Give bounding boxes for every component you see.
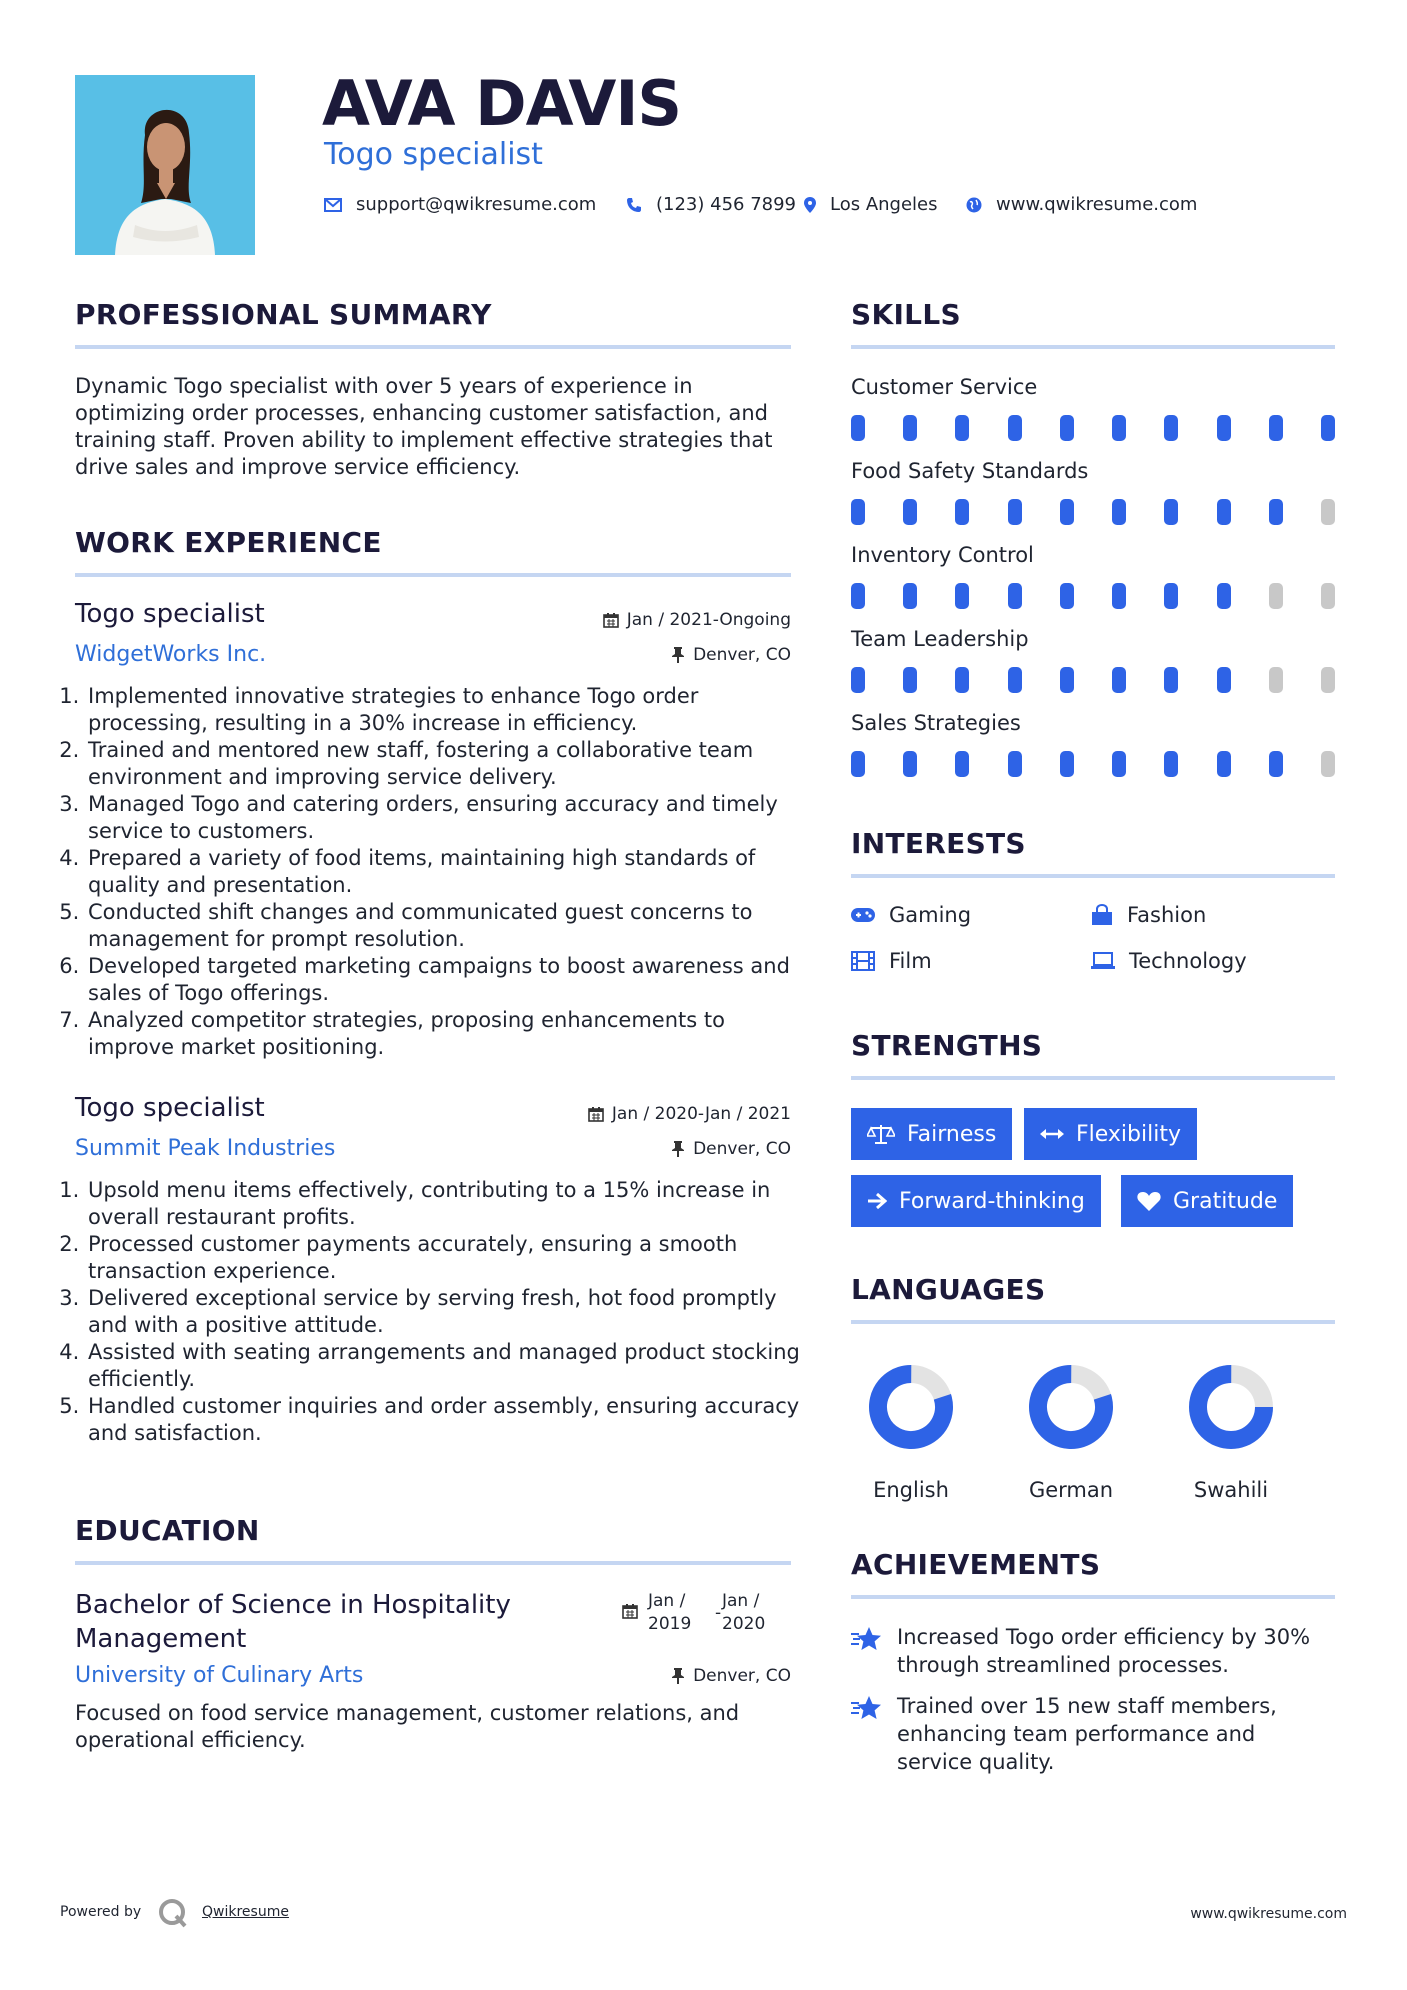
skill-level-pill <box>1112 499 1126 525</box>
footer-website-link[interactable]: www.qwikresume.com <box>1190 1906 1347 1922</box>
list-item: 6. Developed targeted marketing campaigns to boost awareness and sales of Togo offerings. <box>86 953 808 1007</box>
education-divider <box>75 1561 791 1565</box>
job-bullets <box>68 1177 808 1447</box>
languages-heading: LANGUAGES <box>851 1273 1046 1306</box>
skill-level-pill <box>1269 583 1283 609</box>
skill-level-pill <box>1269 667 1283 693</box>
skill-level-pill <box>1164 667 1178 693</box>
job-location <box>671 645 791 665</box>
skill-level-pill <box>851 499 865 525</box>
interest-item-fashion <box>1091 903 1206 927</box>
languages-divider <box>851 1320 1335 1324</box>
strength-tag-flexibility <box>1024 1108 1197 1160</box>
skill-level-meter <box>851 415 1335 441</box>
job-company: Summit Peak Industries <box>75 1136 336 1161</box>
job-location <box>671 1139 791 1159</box>
list-item: 5. Conducted shift changes and communicated guest concerns to management for prompt resolution. <box>86 899 808 953</box>
experience-heading: WORK EXPERIENCE <box>75 526 382 559</box>
skill-level-pill <box>903 583 917 609</box>
skill-level-pill <box>955 751 969 777</box>
globe-icon <box>966 197 982 213</box>
qwikresume-logo-icon <box>158 1898 188 1932</box>
list-item: 1. Upsold menu items effectively, contributing to a 15% increase in overall restaurant profits. <box>86 1177 808 1231</box>
skill-level-pill <box>1112 667 1126 693</box>
interest-item-gaming <box>851 903 971 927</box>
education-heading: EDUCATION <box>75 1514 260 1547</box>
calendar-icon <box>622 1603 638 1623</box>
skill-level-pill <box>1008 415 1022 441</box>
interest-item-film <box>851 949 932 973</box>
interest-label: Fashion <box>1127 903 1207 927</box>
list-item: 4. Assisted with seating arrangements and managed product stocking efficiently. <box>86 1339 808 1393</box>
skills-heading: SKILLS <box>851 298 961 331</box>
skill-row <box>851 375 1335 459</box>
contact-location <box>804 194 938 215</box>
job-company: WidgetWorks Inc. <box>75 642 267 667</box>
skill-level-pill <box>1060 499 1074 525</box>
languages-list <box>846 1362 1326 1502</box>
job-dates <box>603 610 791 630</box>
skill-level-pill <box>903 415 917 441</box>
contact-phone[interactable] <box>626 194 796 215</box>
achievements-divider <box>851 1595 1335 1599</box>
language-label: English <box>873 1478 949 1502</box>
skill-level-pill <box>1217 499 1231 525</box>
skill-level-pill <box>851 667 865 693</box>
pushpin-icon <box>671 1141 685 1157</box>
education-school: University of Culinary Arts <box>75 1663 364 1688</box>
map-pin-icon <box>804 197 816 213</box>
skill-level-pill <box>851 583 865 609</box>
skill-level-pill <box>1008 583 1022 609</box>
skill-level-pill <box>955 667 969 693</box>
achievement-item <box>851 1692 1335 1776</box>
skill-row <box>851 543 1335 627</box>
skill-level-pill <box>1008 751 1022 777</box>
language-label: German <box>1028 1478 1114 1502</box>
job-dates-text: Jan / 2020-Jan / 2021 <box>611 1104 791 1124</box>
skill-level-pill <box>903 667 917 693</box>
experience-divider <box>75 573 791 577</box>
skill-level-pill <box>1008 667 1022 693</box>
skill-level-meter <box>851 667 1335 693</box>
candidate-role: Togo specialist <box>324 137 543 172</box>
language-donut <box>1166 1362 1296 1452</box>
skill-level-pill <box>955 415 969 441</box>
skill-level-pill <box>1164 415 1178 441</box>
skill-label: Team Leadership <box>851 627 1029 651</box>
skill-level-pill <box>955 583 969 609</box>
envelope-icon <box>324 198 342 212</box>
skill-level-pill <box>1164 751 1178 777</box>
skill-level-pill <box>1008 499 1022 525</box>
education-degree: Bachelor of Science in Hospitality Management <box>75 1590 511 1654</box>
skill-level-pill <box>1321 415 1335 441</box>
strength-tag-gratitude <box>1121 1175 1293 1227</box>
skill-level-pill <box>1321 499 1335 525</box>
skill-level-pill <box>1164 583 1178 609</box>
job-dates-text: Jan / 2021-Ongoing <box>626 610 791 630</box>
skill-level-pill <box>903 751 917 777</box>
education-description: Focused on food service management, customer relations, and operational efficiency. <box>75 1701 740 1752</box>
list-item: 1. Implemented innovative strategies to enhance Togo order processing, resulting in a 30% increase in efficiency. <box>86 683 808 737</box>
balance-scale-icon <box>867 1123 895 1145</box>
skill-level-pill <box>851 751 865 777</box>
list-item: 3. Delivered exceptional service by serving fresh, hot food promptly and with a positive attitude. <box>86 1285 808 1339</box>
achievement-text: Trained over 15 new staff members, enhancing team performance and service quality. <box>897 1694 1277 1774</box>
skill-level-pill <box>1112 415 1126 441</box>
list-item: 2. Processed customer payments accurately, ensuring a smooth transaction experience. <box>86 1231 808 1285</box>
skill-label: Food Safety Standards <box>851 459 1089 483</box>
language-item <box>1006 1362 1136 1502</box>
strengths-heading: STRENGTHS <box>851 1029 1043 1062</box>
calendar-icon <box>588 1106 604 1122</box>
achievement-item <box>851 1623 1335 1679</box>
summary-heading: PROFESSIONAL SUMMARY <box>75 298 492 331</box>
phone-icon <box>626 197 642 213</box>
skill-level-pill <box>903 499 917 525</box>
language-item <box>846 1362 976 1502</box>
list-item: 4. Prepared a variety of food items, maintaining high standards of quality and presentation. <box>86 845 808 899</box>
pushpin-icon <box>671 647 685 663</box>
strength-label: Flexibility <box>1076 1121 1181 1147</box>
star-icon <box>851 1625 883 1653</box>
language-label: Swahili <box>1193 1478 1269 1502</box>
interests-heading: INTERESTS <box>851 827 1026 860</box>
star-icon <box>851 1694 883 1722</box>
summary-text: Dynamic Togo specialist with over 5 years of experience in optimizing order processes, enhancing customer satisfaction, and training staff. Proven ability to implement effective strategies that drive sales and improve service efficiency. <box>75 374 773 479</box>
skill-row <box>851 459 1335 543</box>
interest-label: Gaming <box>889 903 972 927</box>
list-item: 3. Managed Togo and catering orders, ensuring accuracy and timely service to customers. <box>86 791 808 845</box>
website-text: www.qwikresume.com <box>996 194 1198 215</box>
interest-label: Film <box>889 949 932 973</box>
list-item: 2. Trained and mentored new staff, fostering a collaborative team environment and improving service delivery. <box>86 737 808 791</box>
profile-photo <box>75 75 255 255</box>
skill-level-pill <box>1060 415 1074 441</box>
shopping-bag-icon <box>1091 904 1113 926</box>
language-item <box>1166 1362 1296 1502</box>
skill-row <box>851 627 1335 711</box>
phone-text: (123) 456 7899 <box>656 194 797 215</box>
strength-tag-fairness <box>851 1108 1012 1160</box>
contact-website[interactable] <box>966 194 1197 215</box>
achievements-heading: ACHIEVEMENTS <box>851 1548 1101 1581</box>
skill-label: Sales Strategies <box>851 711 1021 735</box>
language-donut <box>1006 1362 1136 1452</box>
education-location-text: Denver, CO <box>693 1666 791 1686</box>
powered-by-label: Powered by <box>60 1904 142 1920</box>
interests-divider <box>851 874 1335 878</box>
qwikresume-link[interactable]: Qwikresume <box>202 1904 289 1920</box>
job-location-text: Denver, CO <box>693 645 791 665</box>
summary-divider <box>75 345 791 349</box>
strength-tag-forward-thinking <box>851 1175 1101 1227</box>
pushpin-icon <box>671 1668 685 1684</box>
skill-label: Customer Service <box>851 375 1038 399</box>
job-title: Togo specialist <box>75 599 265 629</box>
skill-level-pill <box>851 415 865 441</box>
skill-level-pill <box>1217 583 1231 609</box>
education-date-separator: - <box>715 1603 722 1623</box>
job-location-text: Denver, CO <box>693 1139 791 1159</box>
skill-level-pill <box>1060 751 1074 777</box>
skill-level-pill <box>1164 499 1178 525</box>
calendar-icon <box>603 612 619 628</box>
skill-level-meter <box>851 751 1335 777</box>
skill-level-meter <box>851 499 1335 525</box>
strength-label: Gratitude <box>1173 1188 1278 1214</box>
skill-level-pill <box>955 499 969 525</box>
skill-level-pill <box>1321 667 1335 693</box>
job-title: Togo specialist <box>75 1093 265 1123</box>
candidate-name: AVA DAVIS <box>322 67 682 140</box>
skill-level-pill <box>1112 583 1126 609</box>
gamepad-icon <box>851 907 875 923</box>
laptop-icon <box>1091 952 1115 970</box>
strengths-divider <box>851 1076 1335 1080</box>
skills-divider <box>851 345 1335 349</box>
contact-email[interactable] <box>324 194 596 215</box>
location-text: Los Angeles <box>830 194 938 215</box>
skill-level-pill <box>1112 751 1126 777</box>
interest-item-technology <box>1091 949 1247 973</box>
heart-icon <box>1137 1190 1161 1212</box>
education-start-date: Jan / 2019 <box>648 1591 692 1634</box>
arrows-horizontal-icon <box>1040 1127 1064 1141</box>
skill-level-pill <box>1269 415 1283 441</box>
film-icon <box>851 951 875 971</box>
skill-level-pill <box>1217 415 1231 441</box>
skill-row <box>851 711 1335 795</box>
list-item: 5. Handled customer inquiries and order assembly, ensuring accuracy and satisfaction. <box>86 1393 808 1447</box>
achievement-text: Increased Togo order efficiency by 30% through streamlined processes. <box>897 1625 1311 1677</box>
strength-label: Forward-thinking <box>899 1188 1085 1214</box>
skill-level-meter <box>851 583 1335 609</box>
skill-level-pill <box>1217 667 1231 693</box>
skill-level-pill <box>1269 499 1283 525</box>
skill-level-pill <box>1217 751 1231 777</box>
skill-level-pill <box>1321 583 1335 609</box>
skill-level-pill <box>1269 751 1283 777</box>
education-end-date: Jan / 2020 <box>722 1591 766 1634</box>
skills-list <box>851 375 1335 795</box>
education-location <box>671 1666 791 1686</box>
skill-level-pill <box>1060 583 1074 609</box>
language-donut <box>846 1362 976 1452</box>
skill-level-pill <box>1321 751 1335 777</box>
strength-label: Fairness <box>907 1121 997 1147</box>
job-dates <box>588 1104 791 1124</box>
list-item: 7. Analyzed competitor strategies, proposing enhancements to improve market positioning. <box>86 1007 808 1061</box>
interest-label: Technology <box>1129 949 1247 973</box>
skill-label: Inventory Control <box>851 543 1034 567</box>
arrow-right-icon <box>867 1192 887 1210</box>
skill-level-pill <box>1060 667 1074 693</box>
job-bullets <box>68 683 808 1061</box>
email-text: support@qwikresume.com <box>356 194 597 215</box>
